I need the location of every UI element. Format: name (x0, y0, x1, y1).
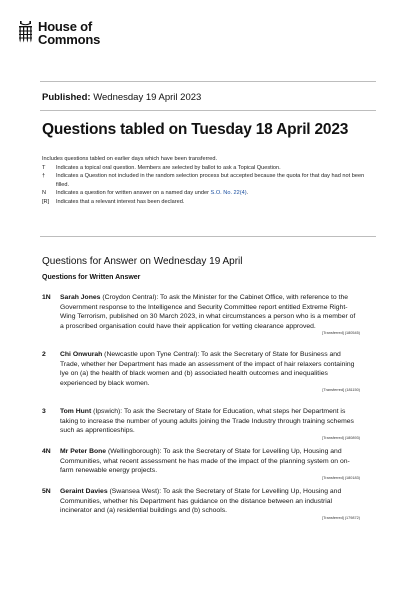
legend-symbol: N (42, 190, 47, 197)
section-divider (40, 236, 376, 237)
legend-text-end: . (246, 190, 249, 197)
question-item (42, 447, 360, 481)
published-date: Wednesday 19 April 2023 (93, 92, 202, 103)
question-number: 2 (42, 351, 46, 358)
constituency: (Wellingborough): (106, 448, 162, 455)
question-reference: [Transferred] (180545) (322, 331, 360, 336)
question-text: To ask the Secretary of State for Levelling Up, Housing and Communities, what recent assessment he has made of the impact of the planning system on on-farm renewable energy projects. (60, 448, 350, 475)
constituency: (Ipswich): (91, 408, 123, 415)
legend-item (42, 198, 372, 207)
question-number: 3 (42, 408, 46, 415)
member-name: Geraint Davies (60, 488, 108, 495)
question-reference: [Transferred] (180183) (322, 475, 360, 480)
question-reference: [Transferred] (180893) (322, 435, 360, 440)
legend-intro: Includes questions tabled on earlier days which have been transferred. (42, 156, 218, 162)
legend-text: Indicates a question for written answer on a named day under (56, 190, 211, 197)
question-item (42, 293, 360, 336)
legend-symbol: T (42, 164, 46, 171)
standing-order-link[interactable]: S.O. No. 22(4) (210, 190, 247, 197)
legend (42, 155, 372, 207)
question-text: To ask the Secretary of State for Levelling Up, Housing and Communities, whether his Department has guidance on the distance between an industrial incinerator and (a) residential buildings and (b) schools. (60, 488, 342, 515)
question-body (60, 350, 360, 393)
member-name: Tom Hunt (60, 408, 92, 415)
top-divider (40, 81, 376, 82)
question-body (60, 487, 360, 521)
logo-line-1: House of (38, 19, 93, 34)
subsection-title: Questions for Written Answer (42, 274, 141, 281)
question-item (42, 407, 360, 441)
published-divider (40, 110, 376, 111)
legend-symbol: † (42, 173, 46, 180)
constituency: (Newcastle upon Tyne Central): (102, 351, 200, 358)
section-title: Questions for Answer on Wednesday 19 April (42, 256, 243, 267)
legend-item (42, 172, 372, 189)
legend-text: Indicates that a relevant interest has been declared. (56, 198, 185, 205)
member-name: Chi Onwurah (60, 351, 103, 358)
legend-text: Indicates a topical oral question. Members are selected by ballot to ask a Topical Question. (56, 164, 281, 171)
question-item (42, 350, 360, 393)
question-body (60, 407, 360, 441)
question-reference: [Transferred] (181150) (322, 388, 360, 393)
member-name: Mr Peter Bone (60, 448, 107, 455)
page-title: Questions tabled on Tuesday 18 April 2023 (42, 121, 349, 138)
constituency: (Swansea West): (107, 488, 162, 495)
constituency: (Croydon Central): (100, 294, 159, 301)
question-item (42, 487, 360, 521)
portcullis-icon (18, 21, 33, 43)
legend-text-wrap (56, 189, 372, 198)
legend-item (42, 164, 372, 173)
legend-symbol: [R] (42, 198, 50, 205)
legend-item (42, 189, 372, 198)
question-number: 5N (42, 488, 51, 495)
question-number: 4N (42, 448, 51, 455)
question-reference: [Transferred] (179872) (322, 515, 360, 520)
question-text: To ask the Secretary of State for Education, what steps her Department is taking to increase the number of young adults joining the Trade Industry through training schemes such as apprenticeships. (60, 408, 354, 435)
logo-wordmark (38, 20, 100, 46)
question-body (60, 447, 360, 481)
logo-line-2: Commons (38, 32, 101, 47)
published-label: Published: (42, 92, 91, 103)
member-name: Sarah Jones (60, 294, 101, 301)
published-line (42, 92, 201, 103)
legend-text: Indicates a Question not included in the random selection process but accepted because the quota for that day had not been filled. (56, 173, 365, 188)
question-text: To ask the Secretary of State for Business and Trade, whether her Department has made an assessment of the impact of hair relaxers containing lye on (a) the health of black women and (b) associated health outcomes and inequalities experienced by black women. (60, 351, 355, 387)
question-text: To ask the Minister for the Cabinet Office, with reference to the Government response to the Intelligence and Security Committee report entitled Extreme Right-Wing Terrorism, published on 30 March 2023, in what circumstances a person who is a member of a proscribed organisation could have their application for vetting clearance approved. (60, 294, 356, 330)
question-number: 1N (42, 294, 51, 301)
house-of-commons-logo (18, 20, 100, 46)
question-body (60, 293, 360, 336)
